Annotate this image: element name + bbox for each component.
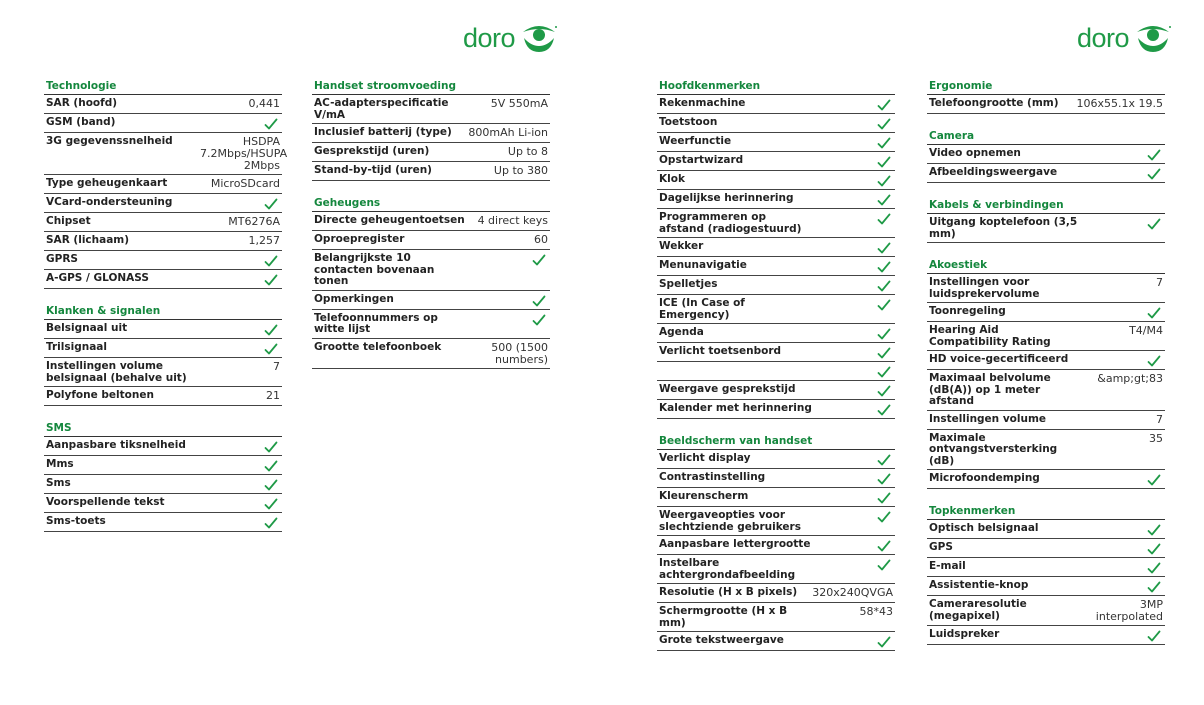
checkmark-icon [1147, 353, 1161, 366]
spec-row [657, 584, 895, 603]
section-title: Akoestiek [927, 259, 1165, 274]
spec-label: Cameraresolutie (megapixel) [929, 598, 1027, 622]
spec-row [312, 291, 550, 310]
spec-label: Instelbare achtergrondafbeelding [659, 557, 796, 581]
spec-row [44, 232, 282, 251]
spec-label: Resolutie (H x B pixels) [659, 586, 798, 598]
spec-row [312, 143, 550, 162]
spec-label: Klok [659, 173, 685, 185]
checkmark-icon [1147, 579, 1161, 592]
spec-label: Belsignaal uit [46, 322, 128, 334]
spec-row [927, 470, 1165, 489]
spec-row [312, 310, 550, 339]
spec-row [657, 469, 895, 488]
checkmark-icon [1147, 628, 1161, 641]
spec-row [312, 162, 550, 181]
spec-row [312, 124, 550, 143]
spec-label: ICE (In Case of Emergency) [659, 297, 745, 321]
section-title: Topkenmerken [927, 505, 1165, 520]
spec-row [44, 213, 282, 232]
spec-label: Afbeeldingsweergave [929, 166, 1058, 178]
spec-row [657, 324, 895, 343]
spec-value: &amp;gt;83 [1097, 372, 1163, 385]
spec-row [312, 339, 550, 369]
spec-row [44, 320, 282, 339]
checkmark-icon [264, 341, 278, 354]
spec-label: Weergaveopties voor slechtziende gebruikers [659, 509, 801, 533]
spec-value: 7 [1156, 412, 1163, 426]
checkmark-icon [877, 116, 891, 129]
spec-value: 4 direct keys [477, 214, 548, 227]
spec-value: 35 [1149, 431, 1163, 445]
spec-label: Maximale ontvangstversterking (dB) [929, 431, 1058, 467]
spec-label: Toonregeling [929, 305, 1006, 317]
checkmark-icon [877, 297, 891, 310]
spec-label: Aanpasbare lettergrootte [659, 538, 811, 550]
spec-label: Opstartwizard [659, 154, 744, 166]
spec-label: Instellingen volume belsignaal (behalve uit) [46, 360, 187, 384]
checkmark-icon [877, 278, 891, 291]
spec-section [657, 435, 895, 651]
spec-label: HD voice-gecertificeerd [929, 353, 1069, 365]
spec-label: Voorspellende tekst [46, 496, 165, 508]
spec-value: 1,257 [248, 234, 280, 247]
spec-row [657, 133, 895, 152]
spec-row [927, 558, 1165, 577]
spec-label: Instellingen voor luidsprekervolume [929, 276, 1040, 300]
spec-section [657, 80, 895, 419]
checkmark-icon [877, 211, 891, 224]
section-title: Beeldscherm van handset [657, 435, 895, 450]
spec-label: Polyfone beltonen [46, 389, 154, 401]
checkmark-icon [877, 471, 891, 484]
checkmark-icon [877, 452, 891, 465]
spec-row [927, 303, 1165, 322]
doro-eye-icon [1135, 22, 1171, 54]
spec-label: AC-adapterspecificatie V/mA [314, 97, 449, 121]
spec-label: Mms [46, 458, 74, 470]
spec-row [312, 250, 550, 291]
checkmark-icon [1147, 541, 1161, 554]
spec-row [657, 257, 895, 276]
spec-label: Type geheugenkaart [46, 177, 168, 189]
spec-row [657, 632, 895, 651]
spec-row [927, 626, 1165, 645]
spec-row [657, 362, 895, 381]
spec-row [657, 209, 895, 238]
spec-label: Weergave gesprekstijd [659, 383, 796, 395]
spec-label: Microfoondemping [929, 472, 1040, 484]
spec-row [44, 251, 282, 270]
checkmark-icon [877, 192, 891, 205]
checkmark-icon [1147, 216, 1161, 229]
spec-value: 60 [534, 233, 548, 246]
checkmark-icon [264, 196, 278, 209]
spec-label: Trilsignaal [46, 341, 107, 353]
spec-row [657, 276, 895, 295]
spec-label: VCard-ondersteuning [46, 196, 173, 208]
checkmark-icon [264, 515, 278, 528]
checkmark-icon [877, 364, 891, 377]
spec-section [44, 80, 288, 289]
checkmark-icon [877, 538, 891, 551]
spec-row [657, 400, 895, 419]
checkmark-icon [264, 477, 278, 490]
checkmark-icon [877, 173, 891, 186]
spec-label: A-GPS / GLONASS [46, 272, 149, 284]
spec-section [927, 130, 1165, 183]
spec-value: 320x240QVGA [812, 586, 893, 599]
spec-row [657, 295, 895, 324]
spec-section [312, 80, 550, 181]
spec-row [44, 95, 282, 114]
spec-section [44, 305, 282, 406]
spec-label: Contrastinstelling [659, 471, 766, 483]
spec-row [927, 145, 1165, 164]
spec-value: 7 [1156, 276, 1163, 289]
section-title: Kabels & verbindingen [927, 199, 1165, 214]
checkmark-icon [877, 490, 891, 503]
spec-label: Menunavigatie [659, 259, 747, 271]
spec-row [927, 95, 1165, 114]
spec-section [312, 197, 550, 369]
checkmark-icon [877, 259, 891, 272]
spec-label: Kalender met herinnering [659, 402, 812, 414]
checkmark-icon [877, 240, 891, 253]
spec-label: Oproepregister [314, 233, 405, 245]
logo-wordmark: doro [1077, 23, 1130, 53]
spec-label: GPRS [46, 253, 78, 265]
spec-value: 800mAh Li-ion [468, 126, 548, 139]
spec-value: 7 [273, 360, 280, 373]
spec-label: Weerfunctie [659, 135, 732, 147]
spec-row [44, 387, 282, 406]
spec-row [44, 175, 282, 194]
logo-wordmark: doro [463, 23, 516, 53]
section-title: Geheugens [312, 197, 550, 212]
spec-row [927, 351, 1165, 370]
section-title: Klanken & signalen [44, 305, 282, 320]
checkmark-icon [877, 402, 891, 415]
spec-label: Maximaal belvolume (dB(A)) op 1 meter afstand [929, 372, 1051, 407]
spec-label: Directe geheugentoetsen [314, 214, 465, 226]
spec-label: GPS [929, 541, 953, 553]
spec-label: Sms [46, 477, 71, 489]
checkmark-icon [1147, 472, 1161, 485]
checkmark-icon [264, 253, 278, 266]
spec-row [657, 555, 895, 584]
spec-value: HSDPA 7.2Mbps/HSUPA 2Mbps [200, 135, 288, 172]
spec-label: Kleurenscherm [659, 490, 749, 502]
spec-row [44, 339, 282, 358]
spec-label: Dagelijkse herinnering [659, 192, 794, 204]
spec-label: Inclusief batterij (type) [314, 126, 452, 138]
spec-label: Spelletjes [659, 278, 718, 290]
spec-label: Aanpasbare tiksnelheid [46, 439, 186, 451]
checkmark-icon [877, 634, 891, 647]
checkmark-icon [877, 345, 891, 358]
spec-label: 3G gegevenssnelheid [46, 135, 173, 147]
checkmark-icon [264, 439, 278, 452]
spec-row [44, 194, 282, 213]
spec-column-3 [657, 80, 895, 667]
checkmark-icon [877, 135, 891, 148]
spec-column-4 [927, 80, 1165, 661]
checkmark-icon [1147, 522, 1161, 535]
spec-label: Grote tekstweergave [659, 634, 784, 646]
spec-value: Up to 8 [507, 145, 548, 158]
spec-label: Chipset [46, 215, 91, 227]
spec-label: Schermgrootte (H x B mm) [659, 605, 788, 629]
checkmark-icon [1147, 560, 1161, 573]
spec-value: MT6276A [228, 215, 280, 228]
spec-value: 500 (1500 numbers) [491, 340, 548, 366]
spec-row [927, 370, 1165, 411]
spec-label: Telefoonnummers op witte lijst [314, 311, 438, 335]
spec-row [44, 358, 282, 387]
checkmark-icon [1147, 166, 1161, 179]
spec-row [927, 322, 1165, 351]
spec-section [927, 505, 1165, 645]
spec-row [657, 190, 895, 209]
checkmark-icon [264, 272, 278, 285]
spec-label: Video opnemen [929, 147, 1021, 159]
spec-section [927, 199, 1165, 243]
section-title: Technologie [44, 80, 282, 95]
spec-label: Programmeren op afstand (radiogestuurd) [659, 211, 802, 235]
spec-value: T4/M4 [1129, 324, 1163, 337]
section-title: Hoofdkenmerken [657, 80, 895, 95]
spec-row [657, 152, 895, 171]
spec-value: 21 [266, 389, 280, 402]
spec-row [657, 450, 895, 469]
spec-label: Rekenmachine [659, 97, 746, 109]
checkmark-icon [877, 97, 891, 110]
spec-row [44, 270, 282, 289]
spec-value: 58*43 [859, 605, 893, 618]
checkmark-icon [532, 293, 546, 306]
spec-row [44, 513, 282, 532]
spec-label: Stand-by-tijd (uren) [314, 164, 432, 176]
section-title: Ergonomie [927, 80, 1165, 95]
spec-row [657, 536, 895, 555]
spec-row [927, 214, 1165, 243]
spec-row [657, 114, 895, 133]
spec-label: Instellingen volume [929, 412, 1047, 425]
spec-label: Assistentie-knop [929, 579, 1029, 591]
spec-row [927, 274, 1165, 303]
spec-section [927, 259, 1165, 489]
spec-row [927, 539, 1165, 558]
spec-label: Toetstoon [659, 116, 718, 128]
spec-label: SAR (hoofd) [46, 97, 118, 109]
spec-label: Belangrijkste 10 contacten bovenaan tonen [314, 252, 435, 287]
section-title: Camera [927, 130, 1165, 145]
checkmark-icon [1147, 305, 1161, 318]
spec-value: MicroSDcard [210, 177, 280, 190]
spec-label: Agenda [659, 326, 704, 338]
doro-eye-icon [521, 22, 557, 54]
section-title: SMS [44, 422, 282, 437]
spec-row [44, 133, 288, 175]
spec-label [659, 364, 877, 365]
spec-row [44, 437, 282, 456]
spec-label: Gesprekstijd (uren) [314, 145, 430, 157]
checkmark-icon [877, 557, 891, 570]
spec-label: Grootte telefoonboek [314, 340, 442, 353]
checkmark-icon [532, 312, 546, 325]
spec-row [657, 238, 895, 257]
checkmark-icon [877, 383, 891, 396]
spec-label: Telefoongrootte (mm) [929, 97, 1059, 109]
spec-row [657, 95, 895, 114]
spec-label: Hearing Aid Compatibility Rating [929, 324, 1051, 348]
spec-label: Verlicht display [659, 452, 751, 464]
spec-label: E-mail [929, 560, 966, 572]
spec-section [927, 80, 1165, 114]
spec-row [927, 577, 1165, 596]
spec-row [312, 231, 550, 250]
spec-row [657, 507, 895, 536]
spec-label: Optisch belsignaal [929, 522, 1039, 534]
spec-label: Wekker [659, 240, 704, 252]
section-title: Handset stroomvoeding [312, 80, 550, 95]
spec-column-1 [44, 80, 288, 548]
spec-column-2 [312, 80, 550, 385]
checkmark-icon [264, 458, 278, 471]
spec-row [927, 596, 1165, 626]
checkmark-icon [1147, 147, 1161, 160]
spec-row [927, 164, 1165, 183]
spec-value: 5V 550mA [490, 97, 548, 110]
checkmark-icon [532, 252, 546, 265]
spec-row [44, 456, 282, 475]
checkmark-icon [877, 326, 891, 339]
spec-row [657, 488, 895, 507]
spec-row [657, 603, 895, 632]
spec-label: Opmerkingen [314, 292, 394, 305]
spec-row [927, 411, 1165, 430]
spec-row [927, 430, 1165, 471]
spec-value: Up to 380 [493, 164, 548, 177]
spec-label: Uitgang koptelefoon (3,5 mm) [929, 216, 1078, 240]
spec-row [312, 95, 550, 124]
spec-label: SAR (lichaam) [46, 234, 130, 246]
spec-label: GSM (band) [46, 116, 116, 128]
spec-row [44, 494, 282, 513]
doro-logo-left [463, 22, 557, 54]
spec-label: Verlicht toetsenbord [659, 345, 782, 357]
spec-label: Luidspreker [929, 628, 1000, 640]
checkmark-icon [877, 509, 891, 522]
spec-row [927, 520, 1165, 539]
spec-row [657, 343, 895, 362]
checkmark-icon [877, 154, 891, 167]
checkmark-icon [264, 116, 278, 129]
spec-label: Sms-toets [46, 515, 106, 527]
spec-row [312, 212, 550, 231]
spec-row [657, 381, 895, 400]
spec-section [44, 422, 282, 532]
spec-value: 3MP interpolated [1095, 598, 1163, 623]
spec-value: 0,441 [248, 97, 280, 110]
spec-row [44, 475, 282, 494]
spec-row [657, 171, 895, 190]
checkmark-icon [264, 496, 278, 509]
doro-logo-right [1077, 22, 1171, 54]
spec-row [44, 114, 282, 133]
checkmark-icon [264, 322, 278, 335]
spec-value: 106x55.1x 19.5 [1076, 97, 1163, 110]
